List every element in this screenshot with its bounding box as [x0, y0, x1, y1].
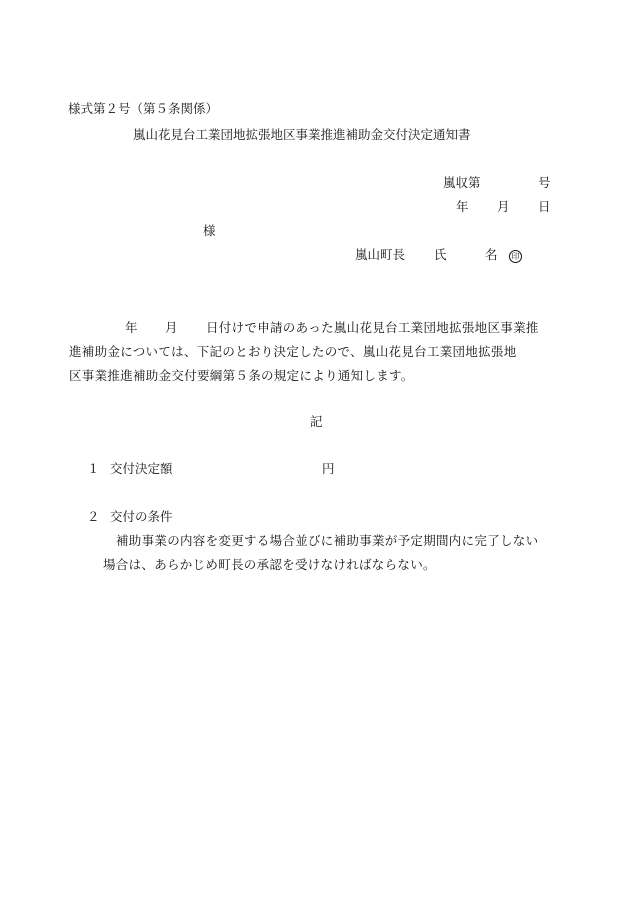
condition-line2: 場合は、あらかじめ町長の承認を受けなければならない。 [103, 557, 436, 572]
seal-mark: 印 [509, 248, 522, 264]
body-text-line2: 進補助金については、下記のとおり決定したので、嵐山花見台工業団地拡張地 [69, 344, 517, 359]
date-month: 月 [497, 199, 510, 214]
sender-shi: 氏 [434, 247, 447, 262]
sender-title: 嵐山町長 [355, 247, 406, 262]
item-1-label: 交付決定額 [110, 461, 173, 476]
form-number-label: 様式第２号（第５条関係） [68, 101, 219, 116]
body-text-line1: 日付けで申請のあった嵐山花見台工業団地拡張地区事業推 [206, 320, 539, 335]
reference-number-prefix: 嵐収第 [443, 175, 481, 190]
sender-mei: 名 [485, 247, 498, 262]
body-year: 年 [125, 320, 138, 335]
body-text-line3: 区事業推進補助金交付要綱第５条の規定により通知します。 [69, 368, 414, 383]
date-year: 年 [456, 199, 469, 214]
item-1-unit: 円 [322, 461, 335, 476]
item-2-number: ２ [87, 509, 100, 524]
ki-heading: 記 [310, 414, 323, 429]
reference-number-suffix: 号 [538, 175, 551, 190]
item-1-number: １ [87, 461, 100, 476]
document-title: 嵐山花見台工業団地拡張地区事業推進補助金交付決定通知書 [133, 127, 471, 142]
condition-line1: 補助事業の内容を変更する場合並びに補助事業が予定期間内に完了しない [116, 533, 539, 548]
addressee-suffix: 様 [203, 223, 216, 238]
item-2-label: 交付の条件 [110, 509, 173, 524]
date-day: 日 [538, 199, 551, 214]
body-month: 月 [165, 320, 178, 335]
